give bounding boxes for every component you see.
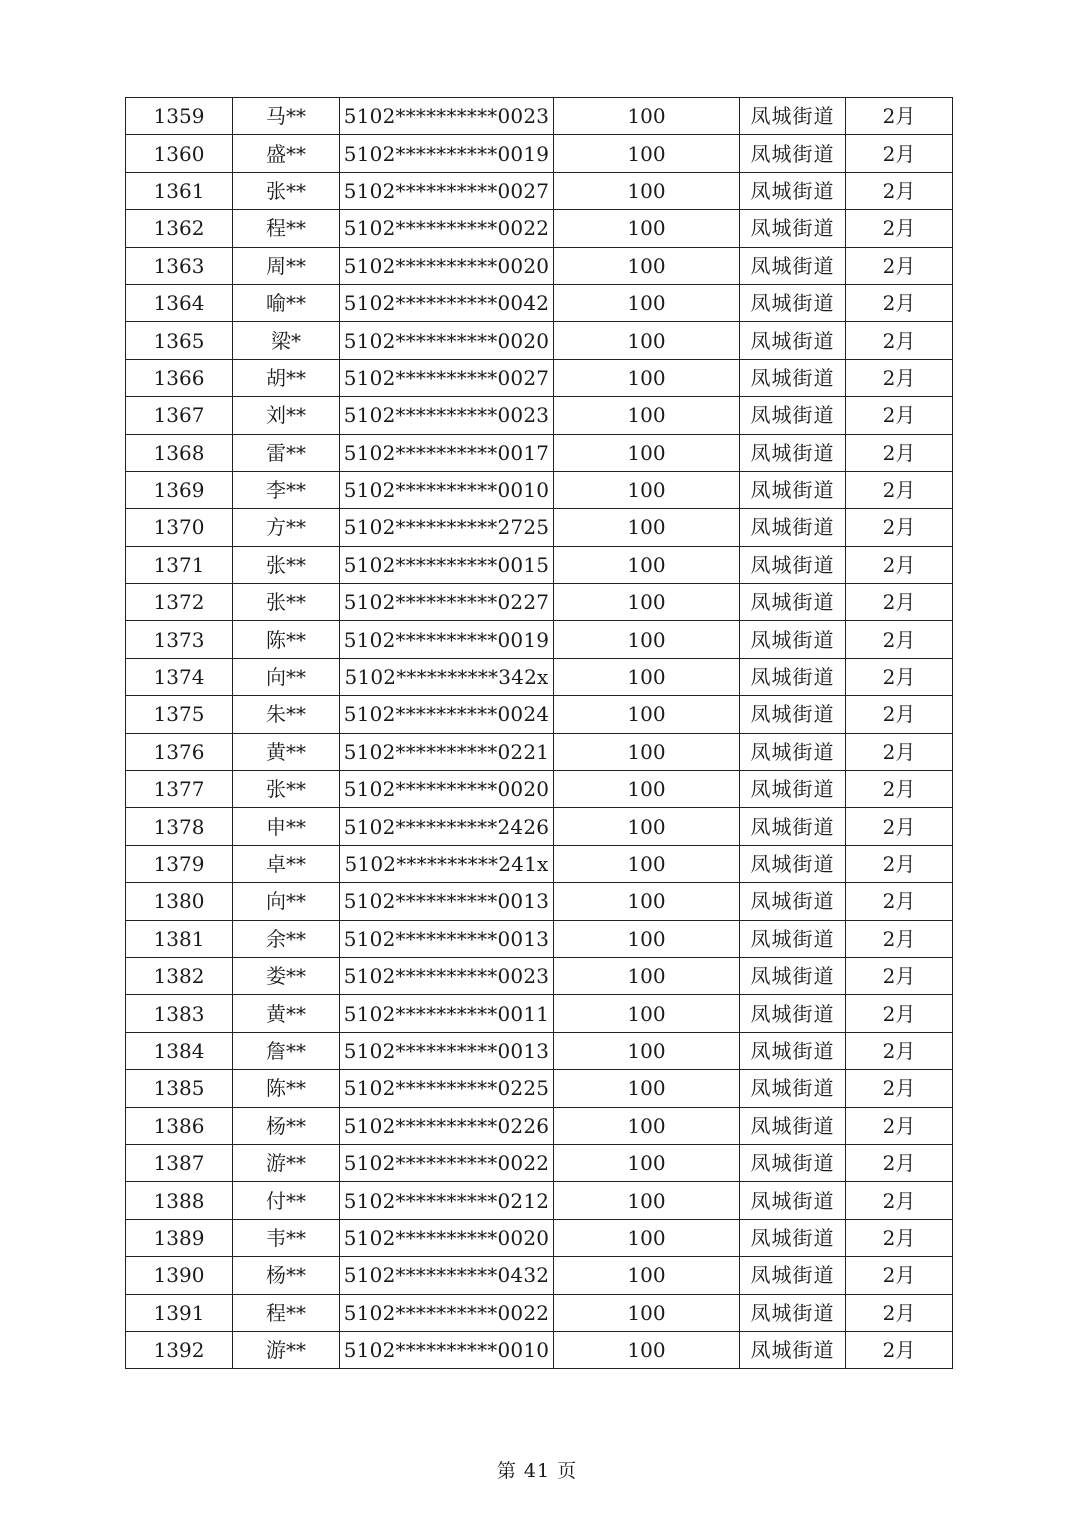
month-cell: 2月	[846, 995, 953, 1032]
row-number-cell: 1385	[126, 1070, 233, 1107]
row-number-cell: 1380	[126, 883, 233, 920]
amount-cell: 100	[554, 210, 740, 247]
row-number-cell: 1374	[126, 658, 233, 695]
month-cell: 2月	[846, 771, 953, 808]
amount-cell: 100	[554, 1144, 740, 1181]
page-number: 第 41 页	[496, 1460, 578, 1482]
month-cell: 2月	[846, 546, 953, 583]
street-cell: 凤城街道	[740, 957, 846, 994]
table-row	[126, 1144, 953, 1181]
street-cell: 凤城街道	[740, 584, 846, 621]
row-number-cell: 1384	[126, 1032, 233, 1069]
month-cell: 2月	[846, 509, 953, 546]
street-cell: 凤城街道	[740, 845, 846, 882]
name-cell: 詹**	[233, 1032, 340, 1069]
id-number-cell: 5102**********0023	[340, 397, 554, 434]
street-cell: 凤城街道	[740, 696, 846, 733]
table-row	[126, 1070, 953, 1107]
month-cell: 2月	[846, 1219, 953, 1256]
table-row	[126, 1219, 953, 1256]
table-row	[126, 771, 953, 808]
street-cell: 凤城街道	[740, 509, 846, 546]
row-number-cell: 1370	[126, 509, 233, 546]
id-number-cell: 5102**********0023	[340, 98, 554, 135]
row-number-cell: 1362	[126, 210, 233, 247]
name-cell: 黄**	[233, 995, 340, 1032]
month-cell: 2月	[846, 172, 953, 209]
month-cell: 2月	[846, 247, 953, 284]
id-number-cell: 5102**********0227	[340, 584, 554, 621]
id-number-cell: 5102**********0010	[340, 471, 554, 508]
name-cell: 张**	[233, 546, 340, 583]
month-cell: 2月	[846, 621, 953, 658]
id-number-cell: 5102**********342x	[340, 658, 554, 695]
street-cell: 凤城街道	[740, 135, 846, 172]
month-cell: 2月	[846, 471, 953, 508]
name-cell: 陈**	[233, 621, 340, 658]
amount-cell: 100	[554, 1107, 740, 1144]
name-cell: 黄**	[233, 733, 340, 770]
id-number-cell: 5102**********0221	[340, 733, 554, 770]
name-cell: 韦**	[233, 1219, 340, 1256]
id-number-cell: 5102**********0023	[340, 957, 554, 994]
row-number-cell: 1377	[126, 771, 233, 808]
month-cell: 2月	[846, 658, 953, 695]
amount-cell: 100	[554, 1070, 740, 1107]
row-number-cell: 1372	[126, 584, 233, 621]
name-cell: 朱**	[233, 696, 340, 733]
month-cell: 2月	[846, 322, 953, 359]
month-cell: 2月	[846, 98, 953, 135]
street-cell: 凤城街道	[740, 210, 846, 247]
table-row	[126, 135, 953, 172]
month-cell: 2月	[846, 733, 953, 770]
id-number-cell: 5102**********0013	[340, 1032, 554, 1069]
row-number-cell: 1379	[126, 845, 233, 882]
amount-cell: 100	[554, 1219, 740, 1256]
row-number-cell: 1359	[126, 98, 233, 135]
name-cell: 娄**	[233, 957, 340, 994]
table-row	[126, 172, 953, 209]
street-cell: 凤城街道	[740, 1182, 846, 1219]
table-row	[126, 883, 953, 920]
name-cell: 雷**	[233, 434, 340, 471]
table-row	[126, 621, 953, 658]
month-cell: 2月	[846, 696, 953, 733]
table-row	[126, 397, 953, 434]
amount-cell: 100	[554, 1294, 740, 1331]
row-number-cell: 1368	[126, 434, 233, 471]
month-cell: 2月	[846, 397, 953, 434]
street-cell: 凤城街道	[740, 397, 846, 434]
street-cell: 凤城街道	[740, 733, 846, 770]
street-cell: 凤城街道	[740, 1070, 846, 1107]
amount-cell: 100	[554, 771, 740, 808]
amount-cell: 100	[554, 1331, 740, 1368]
name-cell: 游**	[233, 1331, 340, 1368]
name-cell: 陈**	[233, 1070, 340, 1107]
row-number-cell: 1373	[126, 621, 233, 658]
table-row	[126, 845, 953, 882]
row-number-cell: 1388	[126, 1182, 233, 1219]
month-cell: 2月	[846, 584, 953, 621]
amount-cell: 100	[554, 284, 740, 321]
name-cell: 刘**	[233, 397, 340, 434]
name-cell: 梁*	[233, 322, 340, 359]
row-number-cell: 1367	[126, 397, 233, 434]
name-cell: 马**	[233, 98, 340, 135]
table-row	[126, 808, 953, 845]
table-row	[126, 322, 953, 359]
name-cell: 李**	[233, 471, 340, 508]
id-number-cell: 5102**********0022	[340, 1144, 554, 1181]
street-cell: 凤城街道	[740, 995, 846, 1032]
id-number-cell: 5102**********0042	[340, 284, 554, 321]
street-cell: 凤城街道	[740, 247, 846, 284]
street-cell: 凤城街道	[740, 471, 846, 508]
street-cell: 凤城街道	[740, 284, 846, 321]
month-cell: 2月	[846, 210, 953, 247]
row-number-cell: 1383	[126, 995, 233, 1032]
row-number-cell: 1364	[126, 284, 233, 321]
id-number-cell: 5102**********0027	[340, 172, 554, 209]
row-number-cell: 1376	[126, 733, 233, 770]
street-cell: 凤城街道	[740, 172, 846, 209]
amount-cell: 100	[554, 1032, 740, 1069]
amount-cell: 100	[554, 172, 740, 209]
month-cell: 2月	[846, 920, 953, 957]
table-row	[126, 696, 953, 733]
street-cell: 凤城街道	[740, 322, 846, 359]
table-row	[126, 584, 953, 621]
name-cell: 张**	[233, 584, 340, 621]
table-row	[126, 546, 953, 583]
id-number-cell: 5102**********0015	[340, 546, 554, 583]
amount-cell: 100	[554, 621, 740, 658]
row-number-cell: 1389	[126, 1219, 233, 1256]
amount-cell: 100	[554, 247, 740, 284]
id-number-cell: 5102**********0024	[340, 696, 554, 733]
id-number-cell: 5102**********0011	[340, 995, 554, 1032]
amount-cell: 100	[554, 883, 740, 920]
street-cell: 凤城街道	[740, 1107, 846, 1144]
row-number-cell: 1361	[126, 172, 233, 209]
row-number-cell: 1378	[126, 808, 233, 845]
row-number-cell: 1371	[126, 546, 233, 583]
amount-cell: 100	[554, 733, 740, 770]
table-row	[126, 733, 953, 770]
table-row	[126, 509, 953, 546]
table-row	[126, 1294, 953, 1331]
table-row	[126, 1331, 953, 1368]
id-number-cell: 5102**********0013	[340, 883, 554, 920]
month-cell: 2月	[846, 957, 953, 994]
amount-cell: 100	[554, 397, 740, 434]
table-row	[126, 471, 953, 508]
amount-cell: 100	[554, 98, 740, 135]
name-cell: 杨**	[233, 1257, 340, 1294]
name-cell: 申**	[233, 808, 340, 845]
row-number-cell: 1390	[126, 1257, 233, 1294]
amount-cell: 100	[554, 696, 740, 733]
id-number-cell: 5102**********0022	[340, 210, 554, 247]
month-cell: 2月	[846, 845, 953, 882]
id-number-cell: 5102**********0010	[340, 1331, 554, 1368]
row-number-cell: 1382	[126, 957, 233, 994]
name-cell: 方**	[233, 509, 340, 546]
amount-cell: 100	[554, 434, 740, 471]
id-number-cell: 5102**********0020	[340, 771, 554, 808]
street-cell: 凤城街道	[740, 546, 846, 583]
table-row	[126, 1257, 953, 1294]
amount-cell: 100	[554, 957, 740, 994]
name-cell: 杨**	[233, 1107, 340, 1144]
id-number-cell: 5102**********2725	[340, 509, 554, 546]
street-cell: 凤城街道	[740, 621, 846, 658]
name-cell: 卓**	[233, 845, 340, 882]
amount-cell: 100	[554, 1257, 740, 1294]
row-number-cell: 1381	[126, 920, 233, 957]
month-cell: 2月	[846, 1144, 953, 1181]
street-cell: 凤城街道	[740, 920, 846, 957]
name-cell: 程**	[233, 210, 340, 247]
month-cell: 2月	[846, 883, 953, 920]
table-row	[126, 210, 953, 247]
name-cell: 游**	[233, 1144, 340, 1181]
table-row	[126, 247, 953, 284]
amount-cell: 100	[554, 135, 740, 172]
id-number-cell: 5102**********0432	[340, 1257, 554, 1294]
name-cell: 向**	[233, 883, 340, 920]
month-cell: 2月	[846, 1107, 953, 1144]
row-number-cell: 1365	[126, 322, 233, 359]
roster-table	[125, 97, 953, 1369]
month-cell: 2月	[846, 1182, 953, 1219]
id-number-cell: 5102**********0019	[340, 135, 554, 172]
id-number-cell: 5102**********0226	[340, 1107, 554, 1144]
month-cell: 2月	[846, 1294, 953, 1331]
row-number-cell: 1391	[126, 1294, 233, 1331]
id-number-cell: 5102**********0013	[340, 920, 554, 957]
street-cell: 凤城街道	[740, 658, 846, 695]
name-cell: 盛**	[233, 135, 340, 172]
name-cell: 周**	[233, 247, 340, 284]
name-cell: 喻**	[233, 284, 340, 321]
amount-cell: 100	[554, 658, 740, 695]
id-number-cell: 5102**********241x	[340, 845, 554, 882]
street-cell: 凤城街道	[740, 434, 846, 471]
street-cell: 凤城街道	[740, 1294, 846, 1331]
month-cell: 2月	[846, 135, 953, 172]
amount-cell: 100	[554, 995, 740, 1032]
street-cell: 凤城街道	[740, 1219, 846, 1256]
name-cell: 付**	[233, 1182, 340, 1219]
street-cell: 凤城街道	[740, 883, 846, 920]
table-row	[126, 434, 953, 471]
month-cell: 2月	[846, 1032, 953, 1069]
id-number-cell: 5102**********0020	[340, 247, 554, 284]
row-number-cell: 1363	[126, 247, 233, 284]
table-row	[126, 995, 953, 1032]
month-cell: 2月	[846, 359, 953, 396]
id-number-cell: 5102**********0225	[340, 1070, 554, 1107]
street-cell: 凤城街道	[740, 1032, 846, 1069]
id-number-cell: 5102**********0019	[340, 621, 554, 658]
table-row	[126, 1182, 953, 1219]
id-number-cell: 5102**********0212	[340, 1182, 554, 1219]
row-number-cell: 1369	[126, 471, 233, 508]
amount-cell: 100	[554, 845, 740, 882]
month-cell: 2月	[846, 284, 953, 321]
table-row	[126, 284, 953, 321]
id-number-cell: 5102**********0027	[340, 359, 554, 396]
month-cell: 2月	[846, 1257, 953, 1294]
month-cell: 2月	[846, 434, 953, 471]
name-cell: 程**	[233, 1294, 340, 1331]
amount-cell: 100	[554, 1182, 740, 1219]
amount-cell: 100	[554, 920, 740, 957]
name-cell: 胡**	[233, 359, 340, 396]
amount-cell: 100	[554, 546, 740, 583]
street-cell: 凤城街道	[740, 1257, 846, 1294]
street-cell: 凤城街道	[740, 808, 846, 845]
row-number-cell: 1392	[126, 1331, 233, 1368]
row-number-cell: 1360	[126, 135, 233, 172]
row-number-cell: 1375	[126, 696, 233, 733]
table-row	[126, 957, 953, 994]
row-number-cell: 1387	[126, 1144, 233, 1181]
table-row	[126, 1032, 953, 1069]
amount-cell: 100	[554, 471, 740, 508]
name-cell: 张**	[233, 771, 340, 808]
street-cell: 凤城街道	[740, 359, 846, 396]
table-row	[126, 1107, 953, 1144]
row-number-cell: 1386	[126, 1107, 233, 1144]
id-number-cell: 5102**********2426	[340, 808, 554, 845]
name-cell: 张**	[233, 172, 340, 209]
roster-table-body	[126, 98, 953, 1369]
amount-cell: 100	[554, 584, 740, 621]
id-number-cell: 5102**********0017	[340, 434, 554, 471]
month-cell: 2月	[846, 1331, 953, 1368]
street-cell: 凤城街道	[740, 771, 846, 808]
id-number-cell: 5102**********0020	[340, 322, 554, 359]
row-number-cell: 1366	[126, 359, 233, 396]
id-number-cell: 5102**********0022	[340, 1294, 554, 1331]
amount-cell: 100	[554, 359, 740, 396]
table-row	[126, 98, 953, 135]
amount-cell: 100	[554, 322, 740, 359]
street-cell: 凤城街道	[740, 1331, 846, 1368]
name-cell: 向**	[233, 658, 340, 695]
street-cell: 凤城街道	[740, 1144, 846, 1181]
month-cell: 2月	[846, 808, 953, 845]
table-row	[126, 658, 953, 695]
amount-cell: 100	[554, 808, 740, 845]
amount-cell: 100	[554, 509, 740, 546]
table-row	[126, 920, 953, 957]
id-number-cell: 5102**********0020	[340, 1219, 554, 1256]
month-cell: 2月	[846, 1070, 953, 1107]
name-cell: 余**	[233, 920, 340, 957]
table-row	[126, 359, 953, 396]
street-cell: 凤城街道	[740, 98, 846, 135]
